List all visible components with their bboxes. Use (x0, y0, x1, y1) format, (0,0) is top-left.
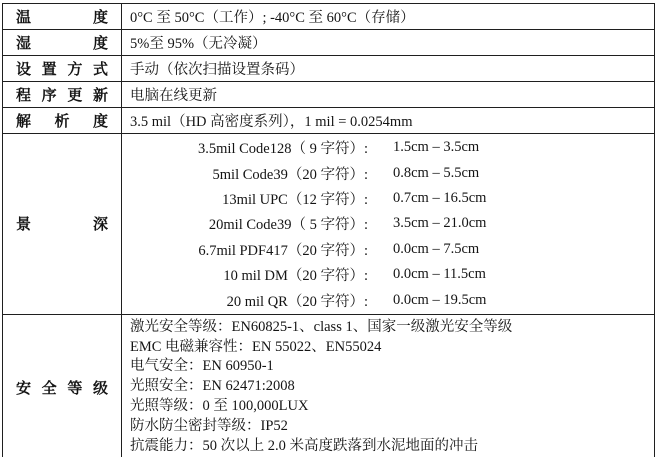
table-row-depth-of-field (3, 134, 655, 315)
safety-line-emc: EMC 电磁兼容性：EN 55022、EN55024 (130, 338, 382, 355)
dof-entry-range: 3.5cm – 21.0cm (393, 215, 487, 232)
row-value-safety-rating (122, 314, 655, 457)
table-row-resolution (3, 108, 655, 134)
dof-entry-name: 5mil Code39（20 字符）: (212, 166, 368, 183)
dof-entry-name: 3.5mil Code128（ 9 字符）: (198, 141, 368, 158)
row-label-firmware-update: 程序更新 (3, 82, 122, 108)
row-label-temperature: 温度 (3, 4, 122, 30)
safety-line-photobiological: 光照安全：EN 62471:2008 (130, 378, 295, 395)
dof-entry-name: 13mil UPC（12 字符）: (222, 191, 368, 208)
dof-entry-range: 0.0cm – 7.5cm (393, 240, 480, 257)
dof-entry (122, 237, 654, 262)
safety-line-electrical: 电气安全：EN 60950-1 (130, 358, 274, 375)
row-value-depth-of-field (122, 134, 655, 315)
row-value-setup-method: 手动（依次扫描设置条码） (122, 56, 655, 82)
table-row-setup-method (3, 56, 655, 82)
safety-line-ip-rating: 防水防尘密封等级：IP52 (130, 417, 288, 434)
table-row-humidity (3, 30, 655, 56)
table-row-temperature (3, 4, 655, 30)
table-row-safety-rating (3, 314, 655, 457)
table-row-firmware-update (3, 82, 655, 108)
spec-table (2, 3, 655, 457)
dof-entry (122, 186, 654, 211)
dof-entry-range: 1.5cm – 3.5cm (393, 139, 480, 156)
dof-entry-range: 0.0cm – 19.5cm (393, 291, 487, 308)
row-label-resolution: 解析度 (3, 108, 122, 134)
dof-entry-name: 6.7mil PDF417（20 字符）: (198, 242, 368, 259)
dof-entry (122, 160, 654, 185)
dof-entry (122, 211, 654, 236)
row-value-temperature: 0°C 至 50°C（工作）; -40°C 至 60°C（存储） (122, 4, 655, 30)
dof-entry (122, 135, 654, 160)
dof-entry-range: 0.7cm – 16.5cm (393, 189, 487, 206)
row-label-humidity: 湿度 (3, 30, 122, 56)
row-value-humidity: 5%至 95%（无冷凝） (122, 30, 655, 56)
dof-entry-name: 20mil Code39（ 5 字符）: (208, 217, 368, 234)
dof-entry-range: 0.0cm – 11.5cm (393, 266, 486, 283)
row-label-depth-of-field: 景深 (3, 134, 122, 315)
safety-line-illumination: 光照等级：0 至 100,000LUX (130, 397, 309, 414)
dof-entry-name: 10 mil DM（20 字符）: (223, 268, 368, 285)
safety-line-laser: 激光安全等级：EN60825-1、class 1、国家一级激光安全等级 (130, 318, 513, 335)
row-label-setup-method: 设置方式 (3, 56, 122, 82)
row-label-safety-rating: 安全等级 (3, 314, 122, 457)
safety-line-shock: 抗震能力：50 次以上 2.0 米高度跌落到水泥地面的冲击 (130, 437, 478, 454)
row-value-firmware-update: 电脑在线更新 (122, 82, 655, 108)
dof-entry (122, 262, 654, 287)
dof-entry-range: 0.8cm – 5.5cm (393, 164, 480, 181)
row-value-resolution: 3.5 mil（HD 高密度系列），1 mil = 0.0254mm (122, 108, 655, 134)
dof-entry-name: 20 mil QR（20 字符）: (226, 293, 368, 310)
dof-entry (122, 287, 654, 312)
